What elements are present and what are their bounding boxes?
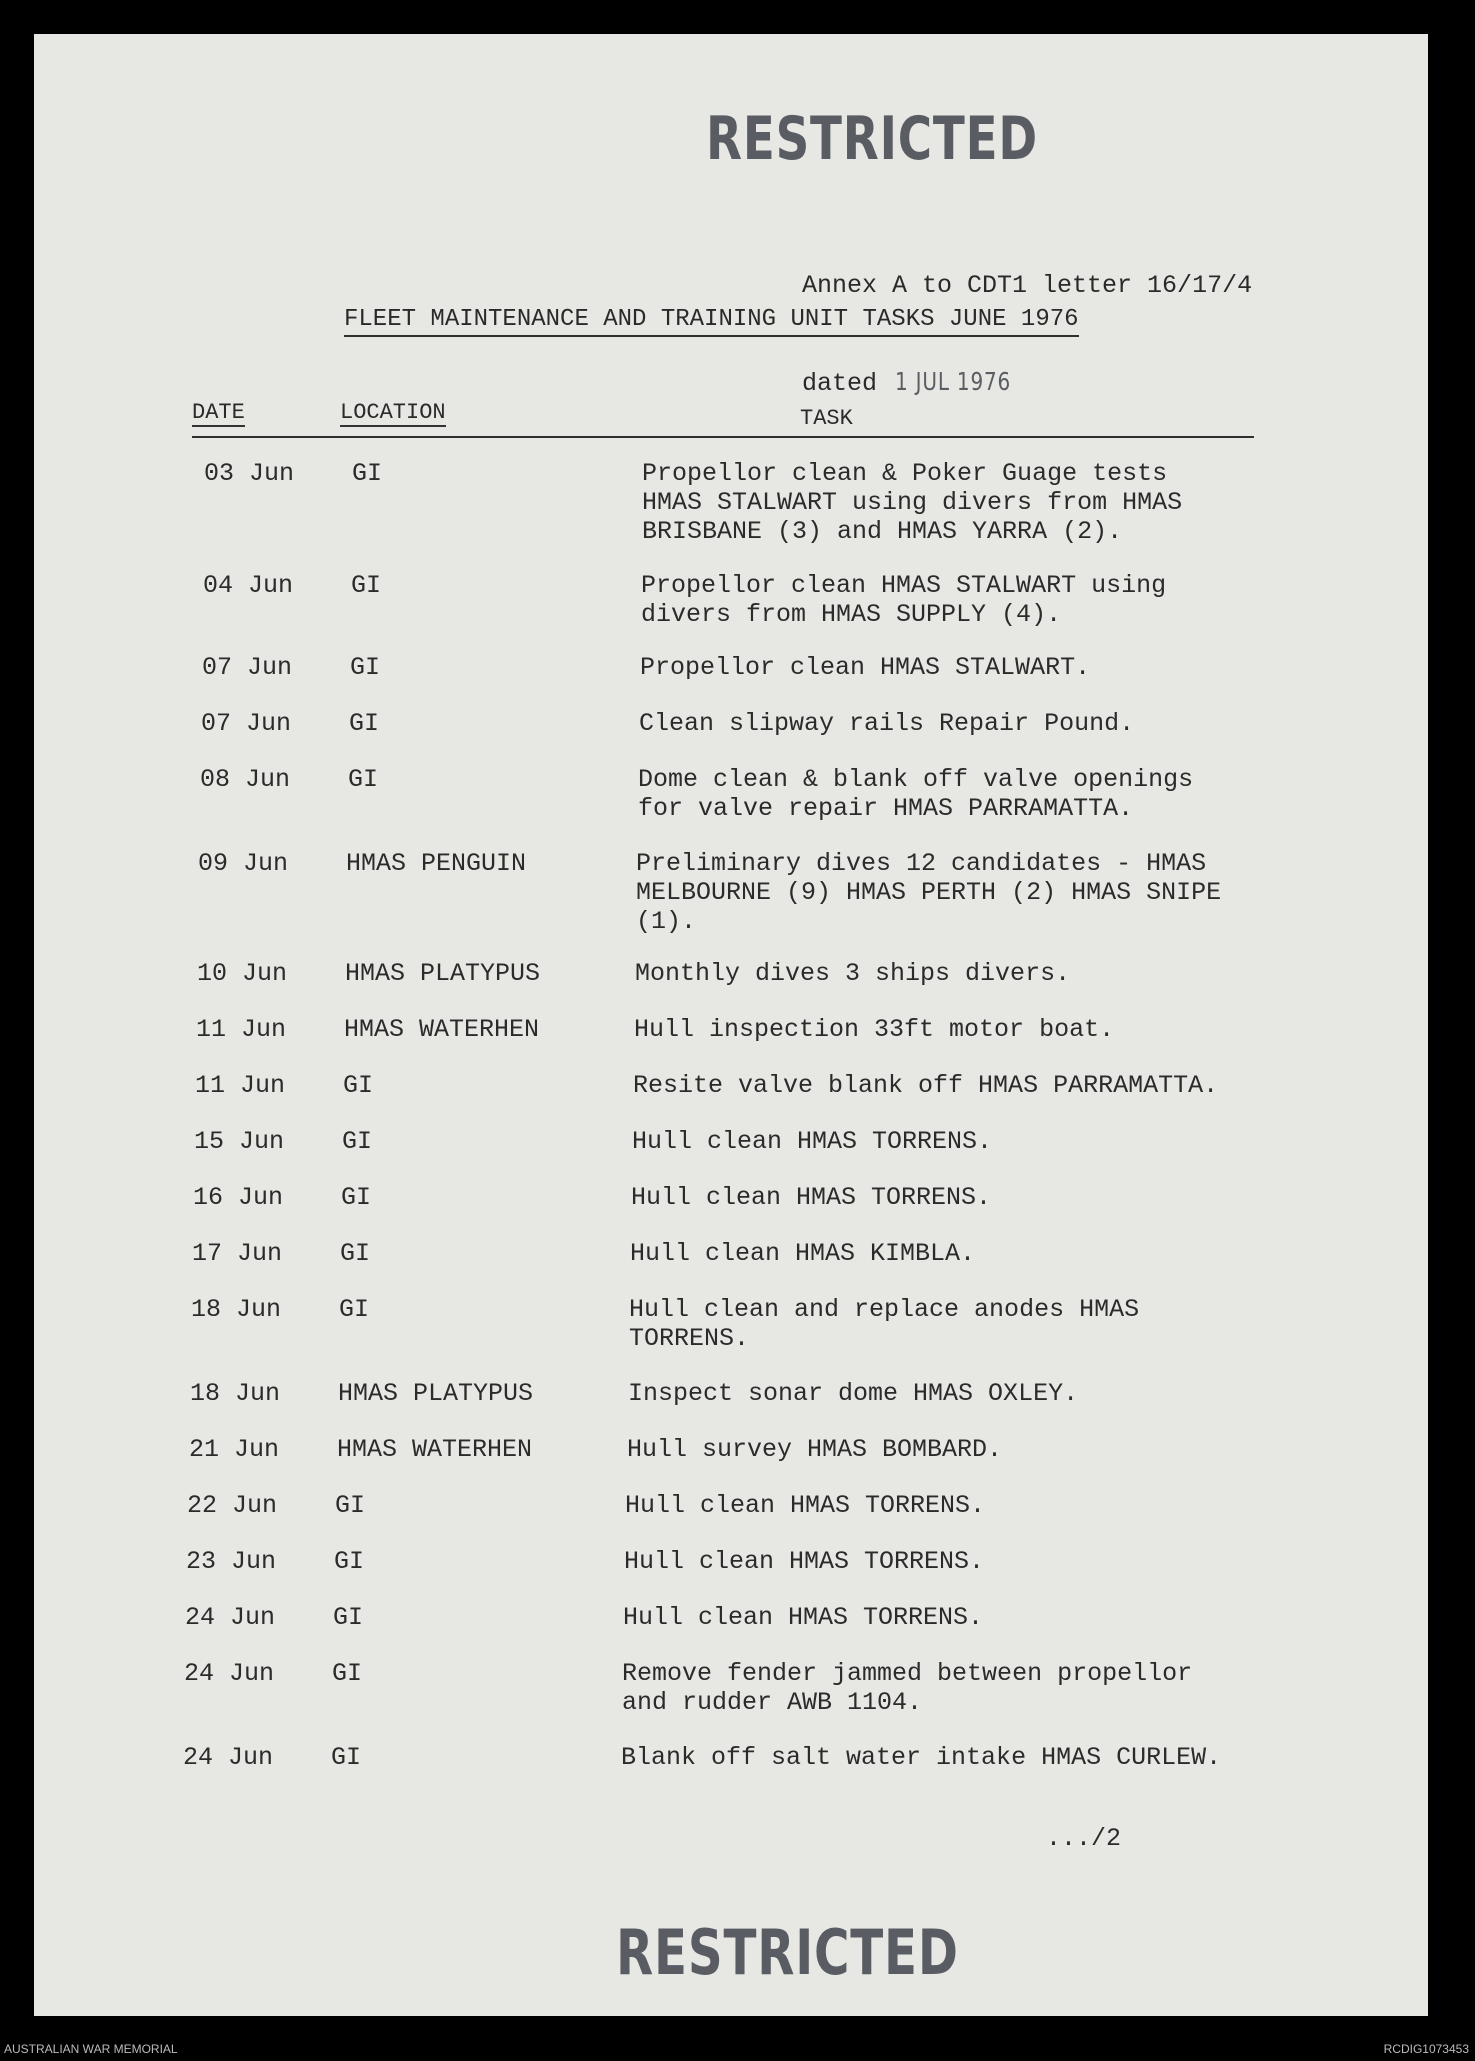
row-date: 10 Jun	[197, 959, 288, 988]
row-task: Hull inspection 33ft motor boat.	[634, 1015, 1115, 1044]
row-task: Hull clean HMAS TORRENS.	[624, 1547, 985, 1576]
row-location: HMAS PLATYPUS	[338, 1379, 534, 1408]
footer-archive-name: AUSTRALIAN WAR MEMORIAL	[4, 2042, 178, 2056]
row-date: 24 Jun	[185, 1603, 276, 1632]
row-task: Inspect sonar dome HMAS OXLEY.	[628, 1379, 1079, 1408]
row-location: GI	[339, 1295, 370, 1324]
row-location: GI	[350, 653, 381, 682]
row-task: Resite valve blank off HMAS PARRAMATTA.	[633, 1071, 1219, 1100]
date-stamp: 1 JUL 1976	[895, 367, 1012, 396]
row-location: GI	[342, 1127, 373, 1156]
row-date: 04 Jun	[203, 571, 294, 600]
row-date: 11 Jun	[196, 1015, 287, 1044]
row-location: GI	[332, 1659, 363, 1688]
row-date: 22 Jun	[187, 1491, 278, 1520]
row-task: Hull clean HMAS TORRENS.	[631, 1183, 992, 1212]
row-date: 24 Jun	[184, 1659, 275, 1688]
row-location: GI	[334, 1547, 365, 1576]
header-rule	[192, 436, 1254, 438]
annex-dated-line	[802, 366, 1252, 400]
document-page	[34, 34, 1428, 2016]
column-header-date: DATE	[192, 400, 245, 425]
document-title: FLEET MAINTENANCE AND TRAINING UNIT TASKS JUNE 1976	[344, 306, 1079, 337]
row-date: 17 Jun	[192, 1239, 283, 1268]
row-task: Hull clean and replace anodes HMAS TORRENS.	[629, 1295, 1140, 1353]
row-location: HMAS PENGUIN	[346, 849, 527, 878]
row-task: Hull survey HMAS BOMBARD.	[627, 1435, 1003, 1464]
page-continuation: .../2	[1046, 1824, 1122, 1853]
row-task: Hull clean HMAS TORRENS.	[623, 1603, 984, 1632]
row-date: 18 Jun	[190, 1379, 281, 1408]
row-task: Hull clean HMAS TORRENS.	[632, 1127, 993, 1156]
row-date: 16 Jun	[193, 1183, 284, 1212]
row-date: 07 Jun	[202, 653, 293, 682]
row-date: 09 Jun	[198, 849, 289, 878]
row-task: Propellor clean HMAS STALWART using divers from HMAS SUPPLY (4).	[641, 571, 1167, 629]
row-location: GI	[341, 1183, 372, 1212]
row-location: GI	[349, 709, 380, 738]
annex-line: Annex A to CDT1 letter 16/17/4	[802, 271, 1253, 300]
row-date: 11 Jun	[195, 1071, 286, 1100]
row-date: 21 Jun	[189, 1435, 280, 1464]
column-header-location: LOCATION	[340, 400, 446, 425]
row-location: GI	[333, 1603, 364, 1632]
restricted-stamp-bottom: RESTRICTED	[616, 1916, 959, 1989]
row-task: Hull clean HMAS KIMBLA.	[630, 1239, 976, 1268]
row-location: HMAS WATERHEN	[337, 1435, 533, 1464]
row-task: Dome clean & blank off valve openings for valve repair HMAS PARRAMATTA.	[638, 765, 1194, 823]
column-header-task: TASK	[800, 406, 853, 431]
row-date: 24 Jun	[183, 1743, 274, 1772]
row-task: Preliminary dives 12 candidates - HMAS MELBOURNE (9) HMAS PERTH (2) HMAS SNIPE (1).	[636, 849, 1222, 936]
row-date: 15 Jun	[194, 1127, 285, 1156]
row-location: GI	[348, 765, 379, 794]
row-task: Propellor clean HMAS STALWART.	[640, 653, 1091, 682]
row-location: GI	[343, 1071, 374, 1100]
row-date: 23 Jun	[186, 1547, 277, 1576]
row-date: 18 Jun	[191, 1295, 282, 1324]
row-task: Remove fender jammed between propellor and rudder AWB 1104.	[622, 1659, 1193, 1717]
row-task: Blank off salt water intake HMAS CURLEW.	[621, 1743, 1222, 1772]
row-location: HMAS WATERHEN	[344, 1015, 540, 1044]
row-date: 03 Jun	[204, 459, 295, 488]
restricted-stamp-top: RESTRICTED	[706, 104, 1038, 174]
row-location: GI	[340, 1239, 371, 1268]
dated-label: dated	[802, 369, 878, 398]
row-task: Propellor clean & Poker Guage tests HMAS STALWART using divers from HMAS BRISBANE (3) and HMAS YARRA (2).	[642, 459, 1183, 546]
row-location: GI	[351, 571, 382, 600]
row-task: Clean slipway rails Repair Pound.	[639, 709, 1135, 738]
row-date: 07 Jun	[201, 709, 292, 738]
row-location: GI	[335, 1491, 366, 1520]
row-task: Hull clean HMAS TORRENS.	[625, 1491, 986, 1520]
row-task: Monthly dives 3 ships divers.	[635, 959, 1071, 988]
footer-record-id: RCDIG1073453	[1383, 2042, 1469, 2056]
row-date: 08 Jun	[200, 765, 291, 794]
row-location: GI	[352, 459, 383, 488]
row-location: GI	[331, 1743, 362, 1772]
row-location: HMAS PLATYPUS	[345, 959, 541, 988]
